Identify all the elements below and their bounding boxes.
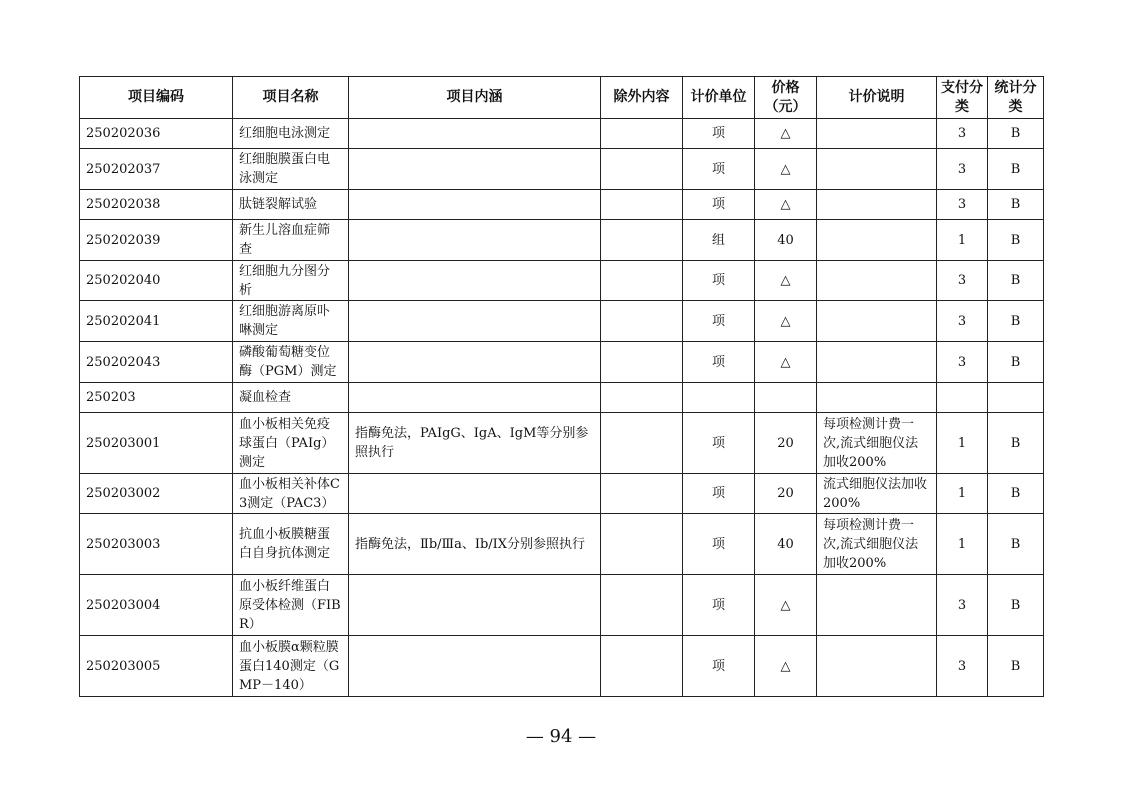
cell-payment: 1 xyxy=(937,514,988,575)
price-table xyxy=(79,76,1044,697)
cell-payment: 1 xyxy=(937,474,988,514)
cell-unit: 项 xyxy=(683,575,755,636)
cell-unit xyxy=(683,383,755,413)
cell-stat: B xyxy=(988,575,1044,636)
cell-content xyxy=(349,636,601,697)
cell-code: 250203002 xyxy=(80,474,233,514)
cell-unit: 项 xyxy=(683,261,755,301)
cell-price: 40 xyxy=(755,220,817,261)
cell-code: 250202037 xyxy=(80,149,233,190)
cell-note xyxy=(817,636,937,697)
cell-exclusion xyxy=(601,413,683,474)
cell-name: 肽链裂解试验 xyxy=(233,190,349,220)
cell-stat xyxy=(988,383,1044,413)
header-note: 计价说明 xyxy=(817,77,937,119)
cell-payment: 3 xyxy=(937,149,988,190)
table-row xyxy=(80,342,1044,383)
cell-price: 40 xyxy=(755,514,817,575)
cell-unit: 项 xyxy=(683,342,755,383)
cell-code: 250202040 xyxy=(80,261,233,301)
cell-stat: B xyxy=(988,636,1044,697)
cell-stat: B xyxy=(988,220,1044,261)
cell-price: △ xyxy=(755,301,817,342)
cell-price xyxy=(755,383,817,413)
cell-payment: 3 xyxy=(937,190,988,220)
cell-code: 250202039 xyxy=(80,220,233,261)
cell-name: 血小板纤维蛋白原受体检测（FIBR） xyxy=(233,575,349,636)
cell-price: △ xyxy=(755,190,817,220)
cell-price: △ xyxy=(755,119,817,149)
table-row xyxy=(80,413,1044,474)
table-body xyxy=(80,119,1044,697)
cell-stat: B xyxy=(988,190,1044,220)
header-stat: 统计分类 xyxy=(988,77,1044,119)
cell-payment: 3 xyxy=(937,575,988,636)
cell-unit: 项 xyxy=(683,149,755,190)
cell-unit: 项 xyxy=(683,413,755,474)
cell-note: 流式细胞仪法加收200% xyxy=(817,474,937,514)
cell-content xyxy=(349,383,601,413)
cell-name: 红细胞膜蛋白电泳测定 xyxy=(233,149,349,190)
cell-unit: 项 xyxy=(683,190,755,220)
cell-exclusion xyxy=(601,190,683,220)
header-exclusion: 除外内容 xyxy=(601,77,683,119)
cell-content xyxy=(349,342,601,383)
cell-stat: B xyxy=(988,301,1044,342)
cell-price: 20 xyxy=(755,474,817,514)
cell-price: △ xyxy=(755,575,817,636)
cell-code: 250203005 xyxy=(80,636,233,697)
cell-price: △ xyxy=(755,149,817,190)
cell-note xyxy=(817,220,937,261)
cell-content: 指酶免法，PAIgG、IgA、IgM等分别参照执行 xyxy=(349,413,601,474)
cell-name: 磷酸葡萄糖变位酶（PGM）测定 xyxy=(233,342,349,383)
cell-stat: B xyxy=(988,261,1044,301)
cell-stat: B xyxy=(988,474,1044,514)
cell-name: 血小板膜α颗粒膜蛋白140测定（GMP－140） xyxy=(233,636,349,697)
cell-note xyxy=(817,575,937,636)
cell-note xyxy=(817,190,937,220)
cell-stat: B xyxy=(988,514,1044,575)
cell-payment: 3 xyxy=(937,636,988,697)
cell-payment: 1 xyxy=(937,220,988,261)
cell-name: 红细胞电泳测定 xyxy=(233,119,349,149)
cell-name: 新生儿溶血症筛查 xyxy=(233,220,349,261)
cell-unit: 项 xyxy=(683,119,755,149)
header-unit: 计价单位 xyxy=(683,77,755,119)
cell-name: 红细胞九分图分析 xyxy=(233,261,349,301)
cell-note xyxy=(817,119,937,149)
table-row xyxy=(80,220,1044,261)
cell-exclusion xyxy=(601,301,683,342)
cell-exclusion xyxy=(601,149,683,190)
cell-payment xyxy=(937,383,988,413)
cell-unit: 项 xyxy=(683,301,755,342)
cell-name: 凝血检查 xyxy=(233,383,349,413)
cell-payment: 3 xyxy=(937,342,988,383)
cell-stat: B xyxy=(988,149,1044,190)
table-row xyxy=(80,301,1044,342)
cell-name: 抗血小板膜糖蛋白自身抗体测定 xyxy=(233,514,349,575)
table-row xyxy=(80,514,1044,575)
cell-price: △ xyxy=(755,636,817,697)
cell-content xyxy=(349,261,601,301)
cell-code: 250202041 xyxy=(80,301,233,342)
table-row xyxy=(80,575,1044,636)
cell-exclusion xyxy=(601,342,683,383)
cell-payment: 1 xyxy=(937,413,988,474)
cell-content xyxy=(349,474,601,514)
cell-note xyxy=(817,342,937,383)
cell-name: 血小板相关补体C3测定（PAC3） xyxy=(233,474,349,514)
header-row xyxy=(80,77,1044,119)
cell-note xyxy=(817,383,937,413)
table-row xyxy=(80,261,1044,301)
table-row xyxy=(80,149,1044,190)
table-row xyxy=(80,119,1044,149)
header-payment: 支付分类 xyxy=(937,77,988,119)
table-row xyxy=(80,474,1044,514)
cell-exclusion xyxy=(601,575,683,636)
cell-stat: B xyxy=(988,342,1044,383)
cell-content xyxy=(349,301,601,342)
cell-stat: B xyxy=(988,119,1044,149)
cell-price: △ xyxy=(755,261,817,301)
cell-unit: 项 xyxy=(683,514,755,575)
cell-content xyxy=(349,575,601,636)
cell-content xyxy=(349,190,601,220)
cell-code: 250203001 xyxy=(80,413,233,474)
header-content: 项目内涵 xyxy=(349,77,601,119)
cell-content: 指酶免法，Ⅱb/Ⅲa、Ⅰb/IX分别参照执行 xyxy=(349,514,601,575)
cell-content xyxy=(349,220,601,261)
cell-note xyxy=(817,301,937,342)
table-row xyxy=(80,190,1044,220)
cell-exclusion xyxy=(601,474,683,514)
cell-payment: 3 xyxy=(937,301,988,342)
table-row xyxy=(80,636,1044,697)
cell-unit: 项 xyxy=(683,636,755,697)
page-number: — 94 — xyxy=(525,726,597,747)
cell-stat: B xyxy=(988,413,1044,474)
cell-price: △ xyxy=(755,342,817,383)
cell-code: 250202036 xyxy=(80,119,233,149)
cell-note: 每项检测计费一次,流式细胞仪法加收200% xyxy=(817,514,937,575)
header-code: 项目编码 xyxy=(80,77,233,119)
cell-exclusion xyxy=(601,119,683,149)
cell-exclusion xyxy=(601,514,683,575)
cell-code: 250203003 xyxy=(80,514,233,575)
cell-payment: 3 xyxy=(937,119,988,149)
cell-price: 20 xyxy=(755,413,817,474)
cell-code: 250203004 xyxy=(80,575,233,636)
cell-unit: 组 xyxy=(683,220,755,261)
header-name: 项目名称 xyxy=(233,77,349,119)
cell-note xyxy=(817,149,937,190)
cell-code: 250203 xyxy=(80,383,233,413)
cell-content xyxy=(349,119,601,149)
cell-exclusion xyxy=(601,261,683,301)
cell-code: 250202043 xyxy=(80,342,233,383)
cell-note: 每项检测计费一次,流式细胞仪法加收200% xyxy=(817,413,937,474)
cell-payment: 3 xyxy=(937,261,988,301)
cell-exclusion xyxy=(601,383,683,413)
cell-code: 250202038 xyxy=(80,190,233,220)
cell-content xyxy=(349,149,601,190)
cell-note xyxy=(817,261,937,301)
cell-name: 红细胞游离原卟啉测定 xyxy=(233,301,349,342)
header-price: 价格（元） xyxy=(755,77,817,119)
cell-exclusion xyxy=(601,220,683,261)
cell-name: 血小板相关免疫球蛋白（PAIg）测定 xyxy=(233,413,349,474)
table-row xyxy=(80,383,1044,413)
cell-exclusion xyxy=(601,636,683,697)
cell-unit: 项 xyxy=(683,474,755,514)
